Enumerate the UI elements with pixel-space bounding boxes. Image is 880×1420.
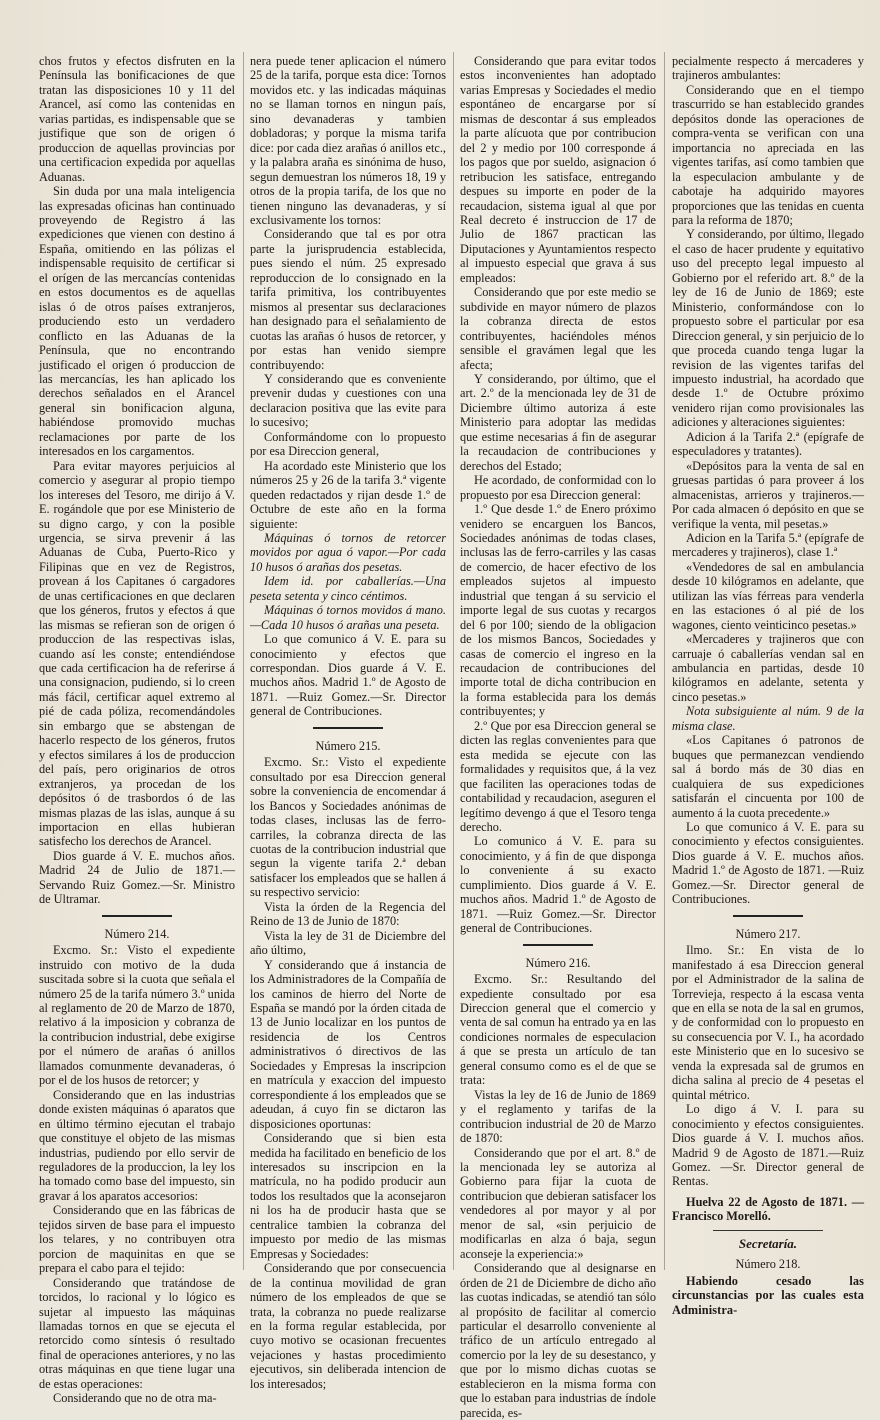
paragraph: Y considerando que es conveniente prevenir dudas y cuestiones con una declaracion positiva que las evite para lo sucesivo; [250,371,446,430]
paragraph: Adicion en la Tarifa 5.ª (epígrafe de mercaderes y trajineros), clase 1.ª [672,530,864,560]
paragraph: Considerando que tal es por otra parte la jurisprudencia establecida, pues siendo el núm. 25 expresado reproduccion de lo consignado en la tarifa primitiva, los contribuyentes mismos al presentar sus declaraciones han designado para el señalamiento de cuotas las arañas ó husos de retorcer, y por estas han venido siempre contribuyendo: [250,227,446,372]
column-1 [39,54,235,1406]
column-3 [460,54,656,1420]
section-number-214: Número 214. [104,926,170,941]
paragraph: Habiendo cesado las circunstancias por las cuales esta Administra- [672,1273,864,1317]
paragraph: «Mercaderes y trajineros que con carruaje ó caballerías vendan sal en ambulancia en partidas, desde 10 kilógramos en adelante, setenta y cinco pesetas.» [672,632,864,704]
column-divider [664,52,665,1270]
paragraph: Considerando que al designarse en órden de 21 de Diciembre de dicho año las cuotas indicadas, se atendió tan sólo al propósito de facilitar al comercio particular el desarrollo conveniente al tráfico de un artículo entregado al comercio por la ley de su desestanco, y que por lo mismo dichas cuotas se establecieron en la misma forma con que lo estaban para industrias de índole parecida, es- [460,1261,656,1420]
paragraph: Ha acordado este Ministerio que los números 25 y 26 de la tarifa 3.ª vigente queden redactados y rijan desde 1.º de Octubre de este año en la forma siguiente: [250,458,446,531]
paragraph: Conformándome con lo propuesto por esa Direccion general, [250,429,446,459]
paragraph: Excmo. Sr.: Visto el expediente consultado por esa Direccion general sobre la conveniencia de encomendar á los Bancos y Sociedades anónimas de todas clases, inclusas las de ferro-carriles, la cobranza directa de las cuotas de la contribucion industrial que segun la vigente tarifa 2.ª deban satisfacer los empleados que se hallen á su respectivo servicio: [250,755,446,900]
paragraph: nera puede tener aplicacion el número 25 de la tarifa, porque esta dice: Tornos movidos etc. y las indicadas máquinas no se llaman tornos en ningun país, sino devanaderas y tambien dobladoras; y porque la misma tarifa dice: por cada diez arañas ó anillos etc., y la palabra araña es sinónima de huso, segun demuestran los números 18, 19 y otros de la propia tarifa, de los que no tienen ninguno las devanaderas, y sí exclusivamente los tornos: [250,54,446,227]
paragraph: pecialmente respecto á mercaderes y trajineros ambulantes: [672,54,864,83]
signature-paragraph: Lo digo á V. I. para su conocimiento y efectos consiguientes. Dios guarde á V. I. muchos años. Madrid 9 de Agosto de 1871.—Ruiz Gomez. —Sr. Director general de Rentas. [672,1102,864,1189]
paragraph: Considerando que para evitar todos estos inconvenientes han adoptado varias Empresas y Sociedades el medio espontáneo de encargarse por sí mismas de descontar á sus empleados la parte alícuota que por contribucion del 2 y medio por 100 corresponde á los pagos que por sueldo, asignacion ó retribucion les satisface, entregando despues su importe en poder de la recaudacion, sistema igual al que por Real decreto é instruccion de 17 de Julio de 1867 practican las Diputaciones y Ayuntamientos respecto al impuesto especial que grava á sus empleados: [460,54,656,285]
tariff-entry: Máquinas ó tornos movidos á mano.—Cada 10 husos ó arañas una peseta. [250,603,446,632]
paragraph: Ilmo. Sr.: En vista de lo manifestado á esa Direccion general por el Administrador de la salina de Torrevieja, respecto á la escasa venta que en ella se nota de la sal en grumos, y de conformidad con lo propuesto en su consecuencia por V. I., ha acordado este Ministerio que en lo sucesivo se venda la expresada sal de grumos en dicha salina al precio de 4 pesetas el quintal métrico. [672,943,864,1102]
section-number-216: Número 216. [525,955,591,970]
signature-paragraph: Lo que comunico á V. E. para su conocimiento y efectos que correspondan. Dios guarde á V. E. muchos años. Madrid 1.º de Agosto de 1871. —Ruiz Gomez.—Sr. Director general de Contribuciones. [250,632,446,719]
column-divider [243,52,244,1270]
paragraph: Considerando que en el tiempo trascurrido se han establecido grandes depósitos donde las operaciones de compra-venta se verifican con una importancia no apreciada en las vigentes tarifas, así como tambien que la especulacion ambulante y de cabotaje ha adquirido mayores proporciones que las tenidas en cuenta para la reforma de 1870; [672,82,864,227]
tariff-entry: Idem id. por caballerías.—Una peseta setenta y cinco céntimos. [250,574,446,603]
section-separator [102,915,172,917]
paragraph: Considerando que no de otra ma- [53,1391,217,1406]
paragraph: Vistas la ley de 16 de Junio de 1869 y el reglamento y tarifas de la contribucion industrial de 20 de Marzo de 1870: [460,1087,656,1146]
section-separator [313,727,383,729]
paragraph: He acordado, de conformidad con lo propuesto por esa Direccion general: [460,473,656,502]
paragraph: Considerando que por el art. 8.º de la mencionada ley se autoriza al Gobierno para fijar la cuota de contribucion que debieran satisfacer los vendedores al por mayor y al por menor de sal, «sin perjuicio de modificarlas en alza ó baja, segun aconseje la experiencia:» [460,1145,656,1261]
paragraph: Vista la ley de 31 de Diciembre del año último, [250,928,446,958]
section-number-218: Número 218. [735,1257,801,1272]
paragraph: Considerando que en las fábricas de tejidos sirven de base para el impuesto los telares, y no contribuyen otra porcion de maquinitas en que se prepara el cabo para el tejido: [39,1203,235,1276]
paragraph: Y considerando que á instancia de los Administradores de la Compañía de los caminos de hierro del Norte de España se mandó por la órden citada de 13 de Junio localizar en los puntos de residencia de los Centros administrativos ó directivos de las Sociedades y Empresas la inscripcion en matrícula y exaccion del impuesto correspondiente á los empleados que se adeudan, á cuyo fin se dictaron las disposiciones oportunas: [250,957,446,1131]
closing-signature: Huelva 22 de Agosto de 1871. —Francisco Morelló. [672,1194,864,1224]
paragraph: Vista la órden de la Regencia del Reino de 13 de Junio de 1870: [250,899,446,929]
section-separator [523,944,593,946]
column-4 [672,54,864,1317]
paragraph: chos frutos y efectos disfruten en la Península las bonificaciones de que tratan las disposiciones 10 y 11 del Arancel, así como las contenidas en varias partidas, es indispensable que se justifique que son de origen ó produccion de aquellas provincias por una certificacion expedida por aquellas Aduanas. [39,54,235,184]
paragraph: Excmo. Sr.: Visto el expediente instruido con motivo de la duda suscitada sobre si la cuota que señala el número 25 de la tarifa número 3.º unida al reglamento de 20 de Marzo de 1870, relativo á la imposicion y cobranza de la contribucion industrial, debe exigirse por el número de arañas ó anillos llamados comunmente devanaderas, ó por el de los husos de retorcer; y [39,943,235,1088]
paragraph: Excmo. Sr.: Resultando del expediente consultado por esa Direccion general que el comercio y venta de sal comun ha entrado ya en las condiciones normales de especulacion á que se presta un artículo de tan general consumo como es el de que se trata: [460,972,656,1088]
paragraph: Adicion á la Tarifa 2.ª (epígrafe de especuladores y tratantes). [672,429,864,459]
paragraph: Y considerando, por último, que el art. 2.º de la mencionada ley de 31 de Diciembre último autoriza á este Ministerio para adoptar las medidas que estime necesarias á fin de asegurar la recaudacion de contribuciones y derechos del Estado; [460,371,656,473]
paragraph: Sin duda por una mala inteligencia las expresadas oficinas han continuado proveyendo de Registro á las expediciones que vienen con destino á España, omitiendo en las pólizas el indispensable requisito de certificar si el orígen de las mercancías contenidas en estos documentos es de aquellas islas ó de otros países extranjeros, produciendo esto un verdadero conflicto en las Aduanas de la Península, que no encontrando justificado el origen ó produccion de las mercancías, les han aplicado los derechos señalados en el Arancel general sin bonificacion alguna, habiéndose promovido muchas reclamaciones por parte de los interesados en los cargamentos. [39,184,235,459]
signature-paragraph: Lo que comunico á V. E. para su conocimiento y efectos consiguientes. Dios guarde á V. E. muchos años. Madrid 1.º de Agosto de 1871. —Ruiz Gomez.—Sr. Director general de Contribuciones. [672,820,864,907]
section-separator [733,915,803,917]
paragraph: «Los Capitanes ó patronos de buques que permanezcan vendiendo sal á bordo más de 30 dias en cualquiera de sus expediciones satisfarán el cincuenta por 100 de aumento á la cuota precedente.» [672,733,864,820]
paragraph: Considerando que en las industrias donde existen máquinas ó aparatos que en último término ejecutan el trabajo que constituye el objeto de las mismas industrias, pudiendo por ello servir de reguladores de la produccion, la ley los ha tomado como base del impuesto, sin gravar á los aparatos accesorios: [39,1087,235,1203]
signature-paragraph: Lo comunico á V. E. para su conocimiento, y á fin de que disponga lo conveniente á su exacto cumplimiento. Dios guarde á V. E. muchos años. Madrid 1.º de Agosto de 1871. —Ruiz Gomez.—Sr. Director general de Contribuciones. [460,834,656,936]
paragraph: 2.º Que por esa Direccion general se dicten las reglas convenientes para que esta medida se ejecute con las formalidades y requisitos que, á la vez que faciliten las operaciones todas de contabilidad y recaudacion, aseguren el legítimo devengo á que el Tesoro tenga derecho. [460,718,656,835]
section-separator [713,1230,823,1231]
paragraph: Y considerando, por último, llegado el caso de hacer prudente y equitativo uso del precepto legal impuesto al Gobierno por el referido art. 8.º de la ley de 16 de Junio de 1869; este Ministerio, conformándose con lo propuesto sobre el particular por esa Direccion general, y sin perjuicio de lo que proceda cuando tenga lugar la revision de las vigentes tarifas del impuesto industrial, ha acordado que desde 1.º de Octubre próximo venidero rijan como provisionales las adiciones y alteraciones siguientes: [672,227,864,430]
note-heading: Nota subsiguiente al núm. 9 de la misma clase. [672,704,864,733]
paragraph: «Vendedores de sal en ambulancia desde 10 kilógramos en adelante, que utilizan las vías férreas para venderla en las estaciones ó al pié de los wagones, ciento veinticinco pesetas.» [672,559,864,632]
section-number-217: Número 217. [735,926,801,941]
signature-paragraph: Dios guarde á V. E. muchos años. Madrid 24 de Julio de 1871.—Servando Ruiz Gomez.—Sr. Ministro de Ultramar. [39,848,235,907]
paragraph: Considerando que si bien esta medida ha facilitado en beneficio de los interesados su inscripcion en la matrícula, no ha podido producir aun todos los resultados que la aconsejaron ni los ha de producir hasta que se centralice tambien la cobranza del impuesto por medio de las mismas Empresas y Sociedades: [250,1131,446,1261]
paragraph: Considerando que por este medio se subdivide en mayor número de plazos la cobranza directa de estos contribuyentes, haciéndoles ménos sensible el gravámen legal que les afecta; [460,285,656,372]
section-number-215: Número 215. [315,738,381,753]
column-2 [250,54,446,1391]
paragraph: «Depósitos para la venta de sal en gruesas partidas ó para proveer á los almacenistas, arrieros y trajineros.—Por cada almacen ó depósito en que se verifique la venta, mil pesetas.» [672,458,864,531]
column-divider [453,52,454,1270]
paragraph: Considerando que por consecuencia de la continua movilidad de gran número de los empleados de que se trata, la cobranza no puede realizarse en la forma regular establecida, por cuyo motivo se ocasionan frecuentes vejaciones y hastas procedimiento ejecutivos, sin deliberada intencion de los interesados; [250,1261,446,1391]
section-heading-secretaria: Secretaría. [738,1235,798,1251]
paragraph: 1.º Que desde 1.º de Enero próximo venidero se encarguen los Bancos, Sociedades anónimas de todas clases, inclusas las de ferro-carriles y las casas de comercio, de hacer efectivo de los empleados sujetos al impuesto industrial que tengan á su servicio el importe legal de sus cuotas y recargos del 6 por 100; siendo de la obligacion de los mismos Bancos, Sociedades y casas de comercio el ingreso en la recaudacion de contribuciones del importe total de dicha contribucion en la forma establecida para los demás contribuyentes; y [460,502,656,719]
tariff-entry: Máquinas ó tornos de retorcer movidos por agua ó vapor.—Por cada 10 husos ó arañas dos pesetas. [250,530,446,574]
paragraph: Para evitar mayores perjuicios al comercio y asegurar al propio tiempo los intereses del Tesoro, me dirijo á V. E. rogándole que por ese Ministerio de su digno cargo, y con la posible urgencia, se sirva prevenir á las Aduanas de Cuba, Puerto-Rico y Filipinas que en vez de Registros, provean á los Capitanes ó cargadores de unas certificaciones en que declaren que los géneros, frutos y efectos á que las mismas se refieran son de origen ó produccion de las respectivas islas, cuando así les conste; entendiéndose que cada certificacion ha de referirse á una consignacion, pudiendo, si lo creen más fácil, certificar aquel extremo al pié de cada póliza, recomendándoles sin embargo que se abstengan de hacerlo respecto de los géneros, frutos y efectos similares á los de produccion del país, pero originarios de otros extranjeros, ya procedan de los depósitos ó de trasbordos ó de las mismas plazas de las islas, aunque á su importacion en ellas hubieran satisfecho los derechos de Arancel. [39,458,235,849]
paragraph: Considerando que tratándose de torcidos, lo racional y lo lógico es sujetar al impuesto las máquinas llamadas tornos en que se ejecuta el retorcido como síntesis ó resultado final de operaciones anteriores, y no las otras máquinas en que tiene lugar una de estas operaciones: [39,1275,235,1391]
